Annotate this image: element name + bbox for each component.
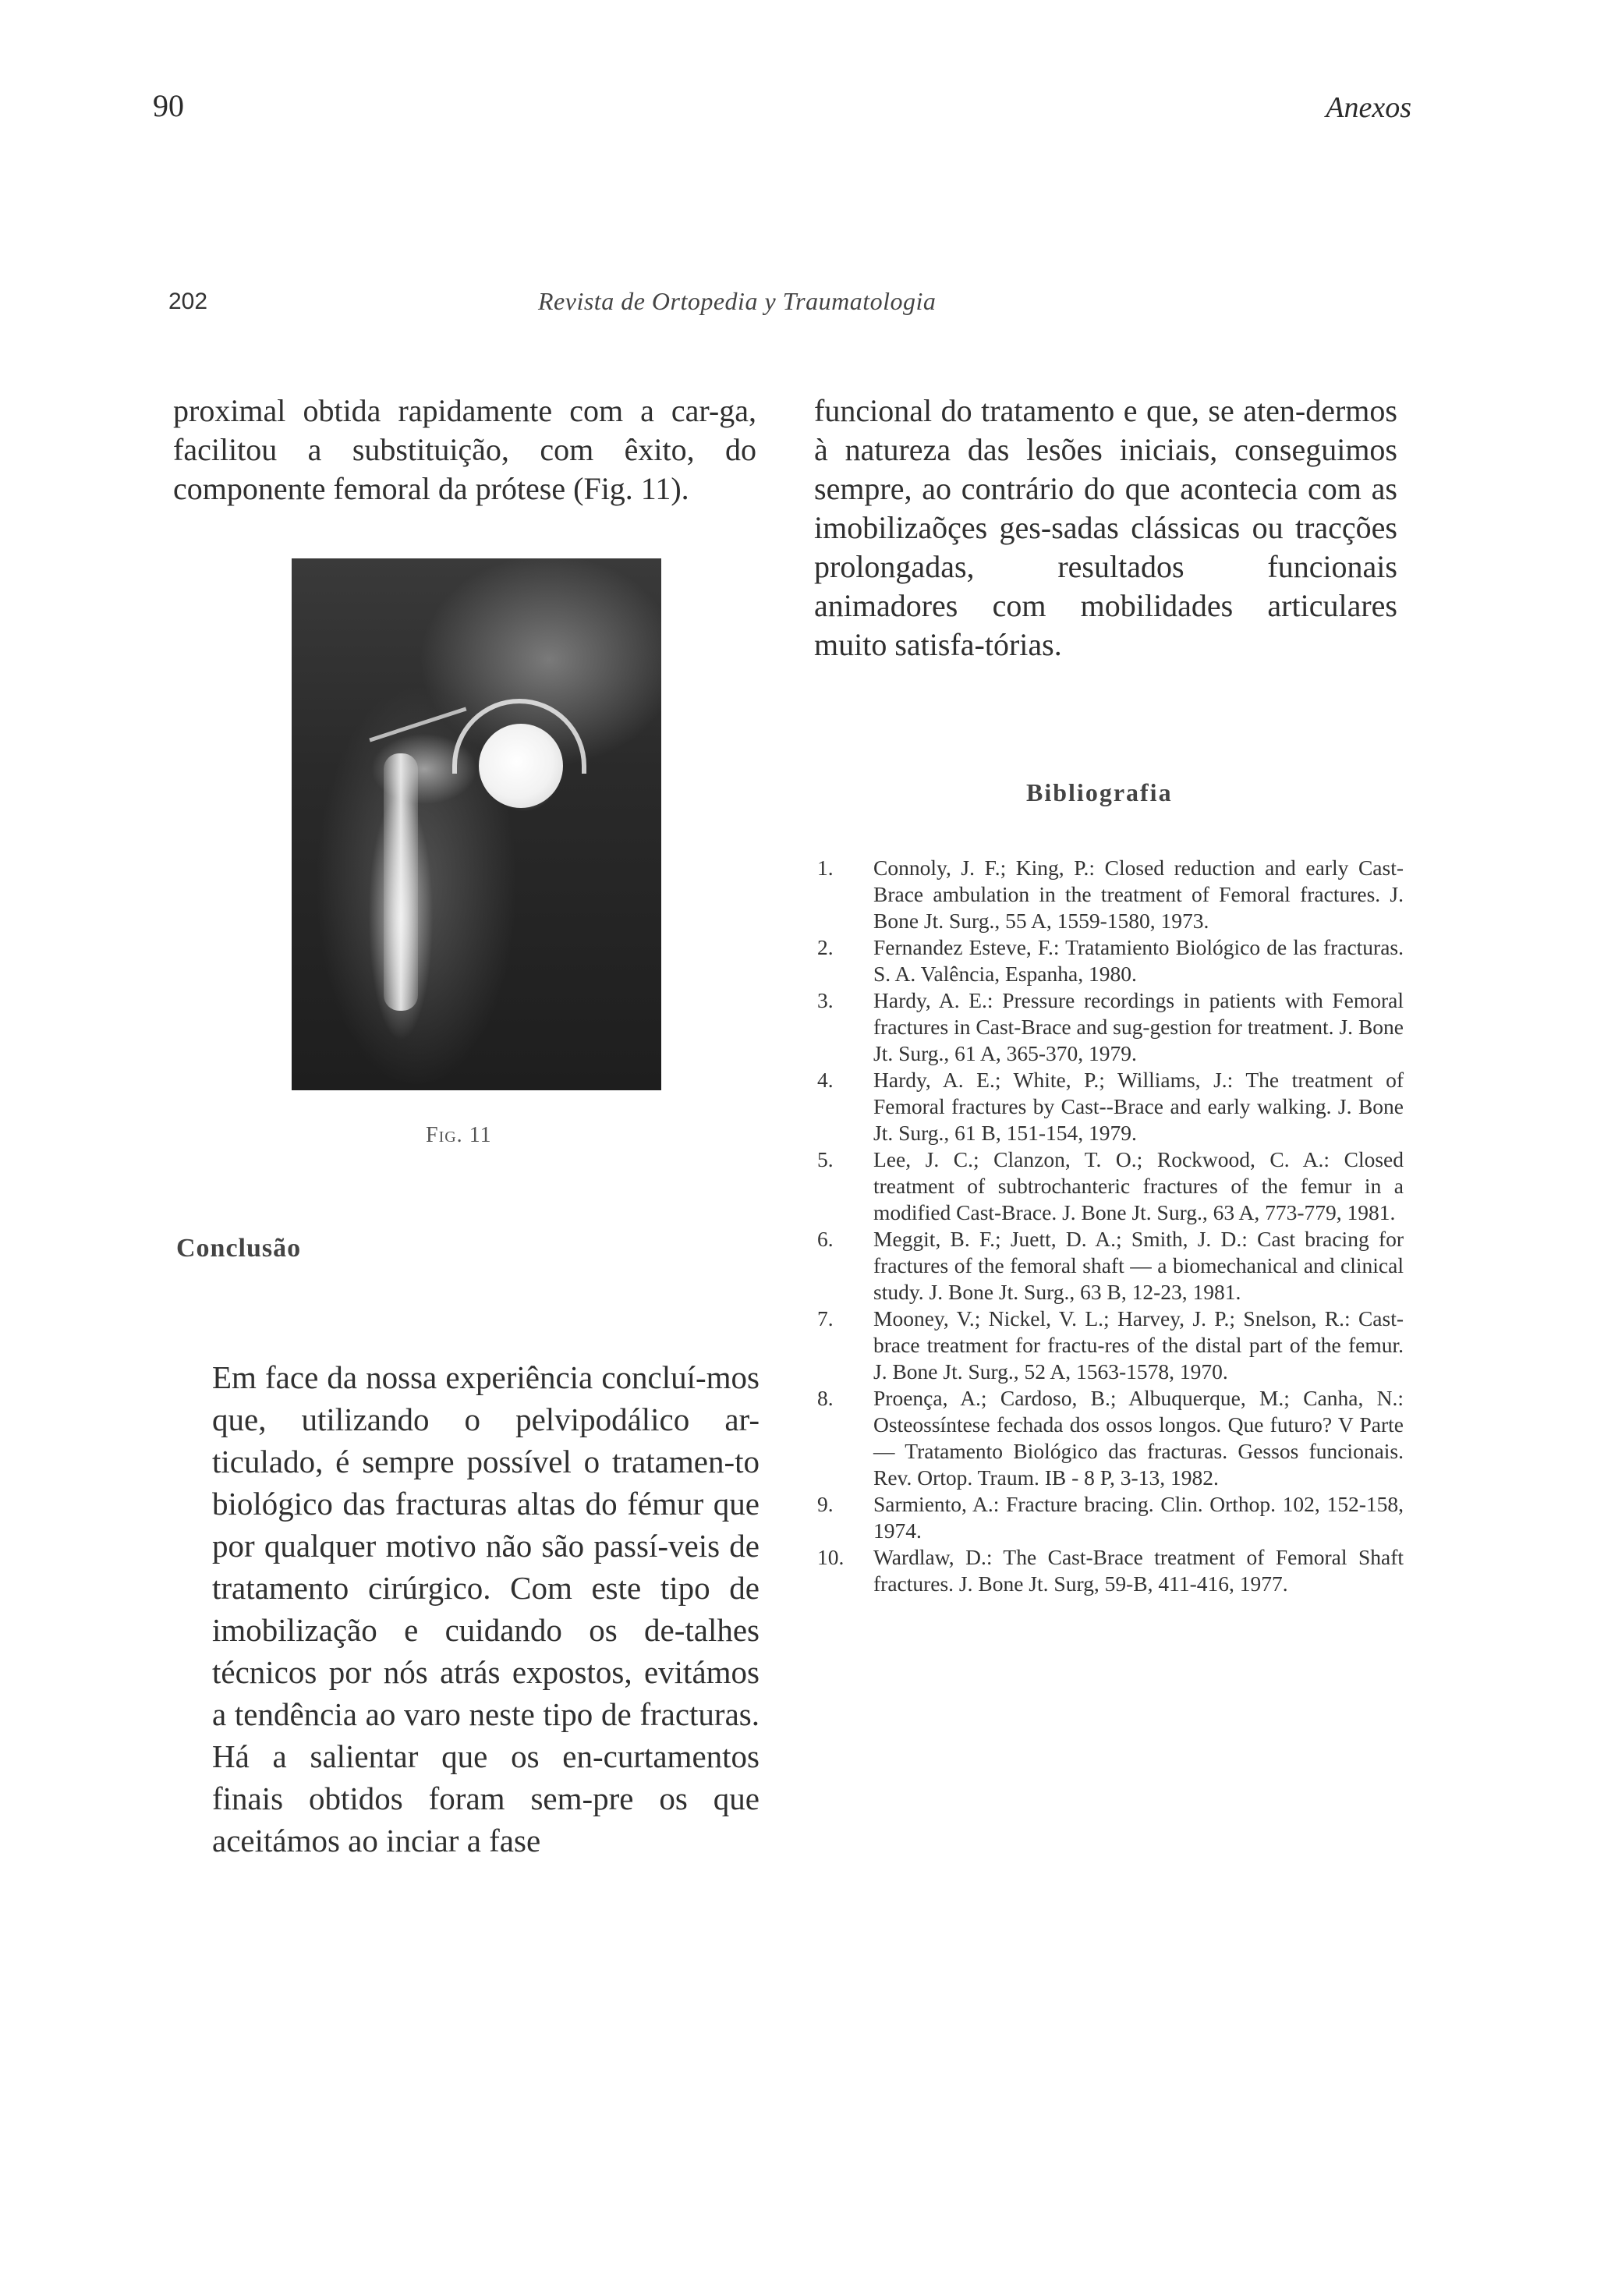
paragraph-right-top: funcional do tratamento e que, se aten-dermos à natureza das lesões iniciais, conseguimos sempre, ao contrário do que acontecia com as imobilizaõçes ges-sadas clássicas ou tracções prolongadas, resultados funcionais animadores com mobilidades articulares muito satisfa-tórias. [814, 393, 1397, 662]
bibliography-item-text: Wardlaw, D.: The Cast-Brace treatment of Femoral Shaft fractures. J. Bone Jt. Surg, 59-B, 411-416, 1977. [873, 1545, 1404, 1596]
bibliography-item-number: 10. [817, 1545, 845, 1569]
bibliography-item [811, 1067, 1404, 1146]
figure-caption-prefix: Fig. [426, 1123, 463, 1147]
conclusion-paragraph: Em face da nossa experiência concluí-mos que, utilizando o pelvipodálico ar-ticulado, é sempre possível o tratamen-to biológico das fracturas altas do fémur que por qualquer motivo não são passí-veis de tratamento cirúrgico. Com este tipo de imobilização e cuidando os de-talhes técnicos por nós atrás expostos, evitámos a tendência ao varo neste tipo de fracturas. Há a salientar que os en-curtamentos finais obtidos foram sem-pre os que aceitámos ao inciar a fase [212, 1359, 760, 1858]
bibliography-item [811, 1544, 1404, 1597]
bibliography-item-number: 2. [817, 935, 834, 959]
bibliography-item-text: Fernandez Esteve, F.: Tratamiento Biológico de las fracturas. S. A. Valência, Espanha, 1980. [873, 935, 1404, 986]
paragraph-left-top: proximal obtida rapidamente com a car-ga, facilitou a substituição, com êxito, do componente femoral da prótese (Fig. 11). [173, 393, 756, 506]
bibliography-item-text: Lee, J. C.; Clanzon, T. O.; Rockwood, C. A.: Closed treatment of subtrochanteric fractures of the femur in a modified Cast-Brace. J. Bone Jt. Surg., 63 A, 773-779, 1981. [873, 1147, 1404, 1224]
bibliography-item-number: 5. [817, 1147, 834, 1171]
bibliography-item-number: 7. [817, 1306, 834, 1330]
figure-caption [426, 1123, 492, 1148]
bibliography-item [811, 1226, 1404, 1306]
bibliography-item-number: 1. [817, 856, 834, 880]
journal-page-number: 202 [168, 289, 208, 314]
bibliography-item-number: 3. [817, 988, 834, 1012]
bibliography-item-number: 9. [817, 1492, 834, 1516]
bibliography-item-text: Meggit, B. F.; Juett, D. A.; Smith, J. D.: Cast bracing for fractures of the femoral shaft — a biomechanical and clinical study. J. Bone Jt. Surg., 63 B, 12-23, 1981. [873, 1227, 1404, 1304]
bibliography-item-text: Proença, A.; Cardoso, B.; Albuquerque, M.; Canha, N.: Osteossíntese fechada dos ossos longos. Que futuro? V Parte — Tratamento Biológico das fracturas. Gessos funcionais. Rev. Ortop. Traum. IB - 8 P, 3-13, 1982. [873, 1386, 1404, 1490]
bibliography-item [811, 1146, 1404, 1226]
prosthesis-head [479, 724, 563, 808]
bibliography-item [811, 1306, 1404, 1385]
bibliography-item-text: Mooney, V.; Nickel, V. L.; Harvey, J. P.; Snelson, R.: Cast-brace treatment for fractu-res of the distal part of the femur. J. Bone Jt. Surg., 52 A, 1563-1578, 1970. [873, 1306, 1404, 1384]
bibliography-item-number: 8. [817, 1386, 834, 1410]
journal-title: Revista de Ortopedia y Traumatologia [538, 287, 937, 315]
bibliography-item-text: Sarmiento, A.: Fracture bracing. Clin. Orthop. 102, 152-158, 1974. [873, 1492, 1404, 1543]
bibliography-item-text: Connoly, J. F.; King, P.: Closed reduction and early Cast-Brace ambulation in the treatment of Femoral fractures. J. Bone Jt. Surg., 55 A, 1559-1580, 1973. [873, 856, 1404, 933]
conclusion-heading: Conclusão [176, 1234, 302, 1263]
section-label: Anexos [1326, 91, 1411, 124]
bibliography-item-text: Hardy, A. E.; White, P.; Williams, J.: The treatment of Femoral fractures by Cast--Brace and early walking. J. Bone Jt. Surg., 61 B, 151-154, 1979. [873, 1068, 1404, 1145]
bibliography-item-number: 6. [817, 1227, 834, 1251]
bibliography-item-text: Hardy, A. E.: Pressure recordings in patients with Femoral fractures in Cast-Brace and sug-gestion for treatment. J. Bone Jt. Surg., 61 A, 365-370, 1979. [873, 988, 1404, 1065]
bibliography-item [811, 1491, 1404, 1544]
prosthesis-stem [384, 753, 418, 1011]
bibliography-item [811, 1385, 1404, 1491]
bibliography-list [811, 855, 1404, 1597]
page-number: 90 [153, 88, 184, 123]
bibliography-heading: Bibliografia [1026, 778, 1173, 806]
bibliography-item [811, 934, 1404, 987]
xray-figure [292, 558, 661, 1090]
bibliography-item-number: 4. [817, 1068, 834, 1092]
bibliography-item [811, 855, 1404, 934]
figure-caption-number: 11 [469, 1123, 492, 1147]
bibliography-item [811, 987, 1404, 1067]
